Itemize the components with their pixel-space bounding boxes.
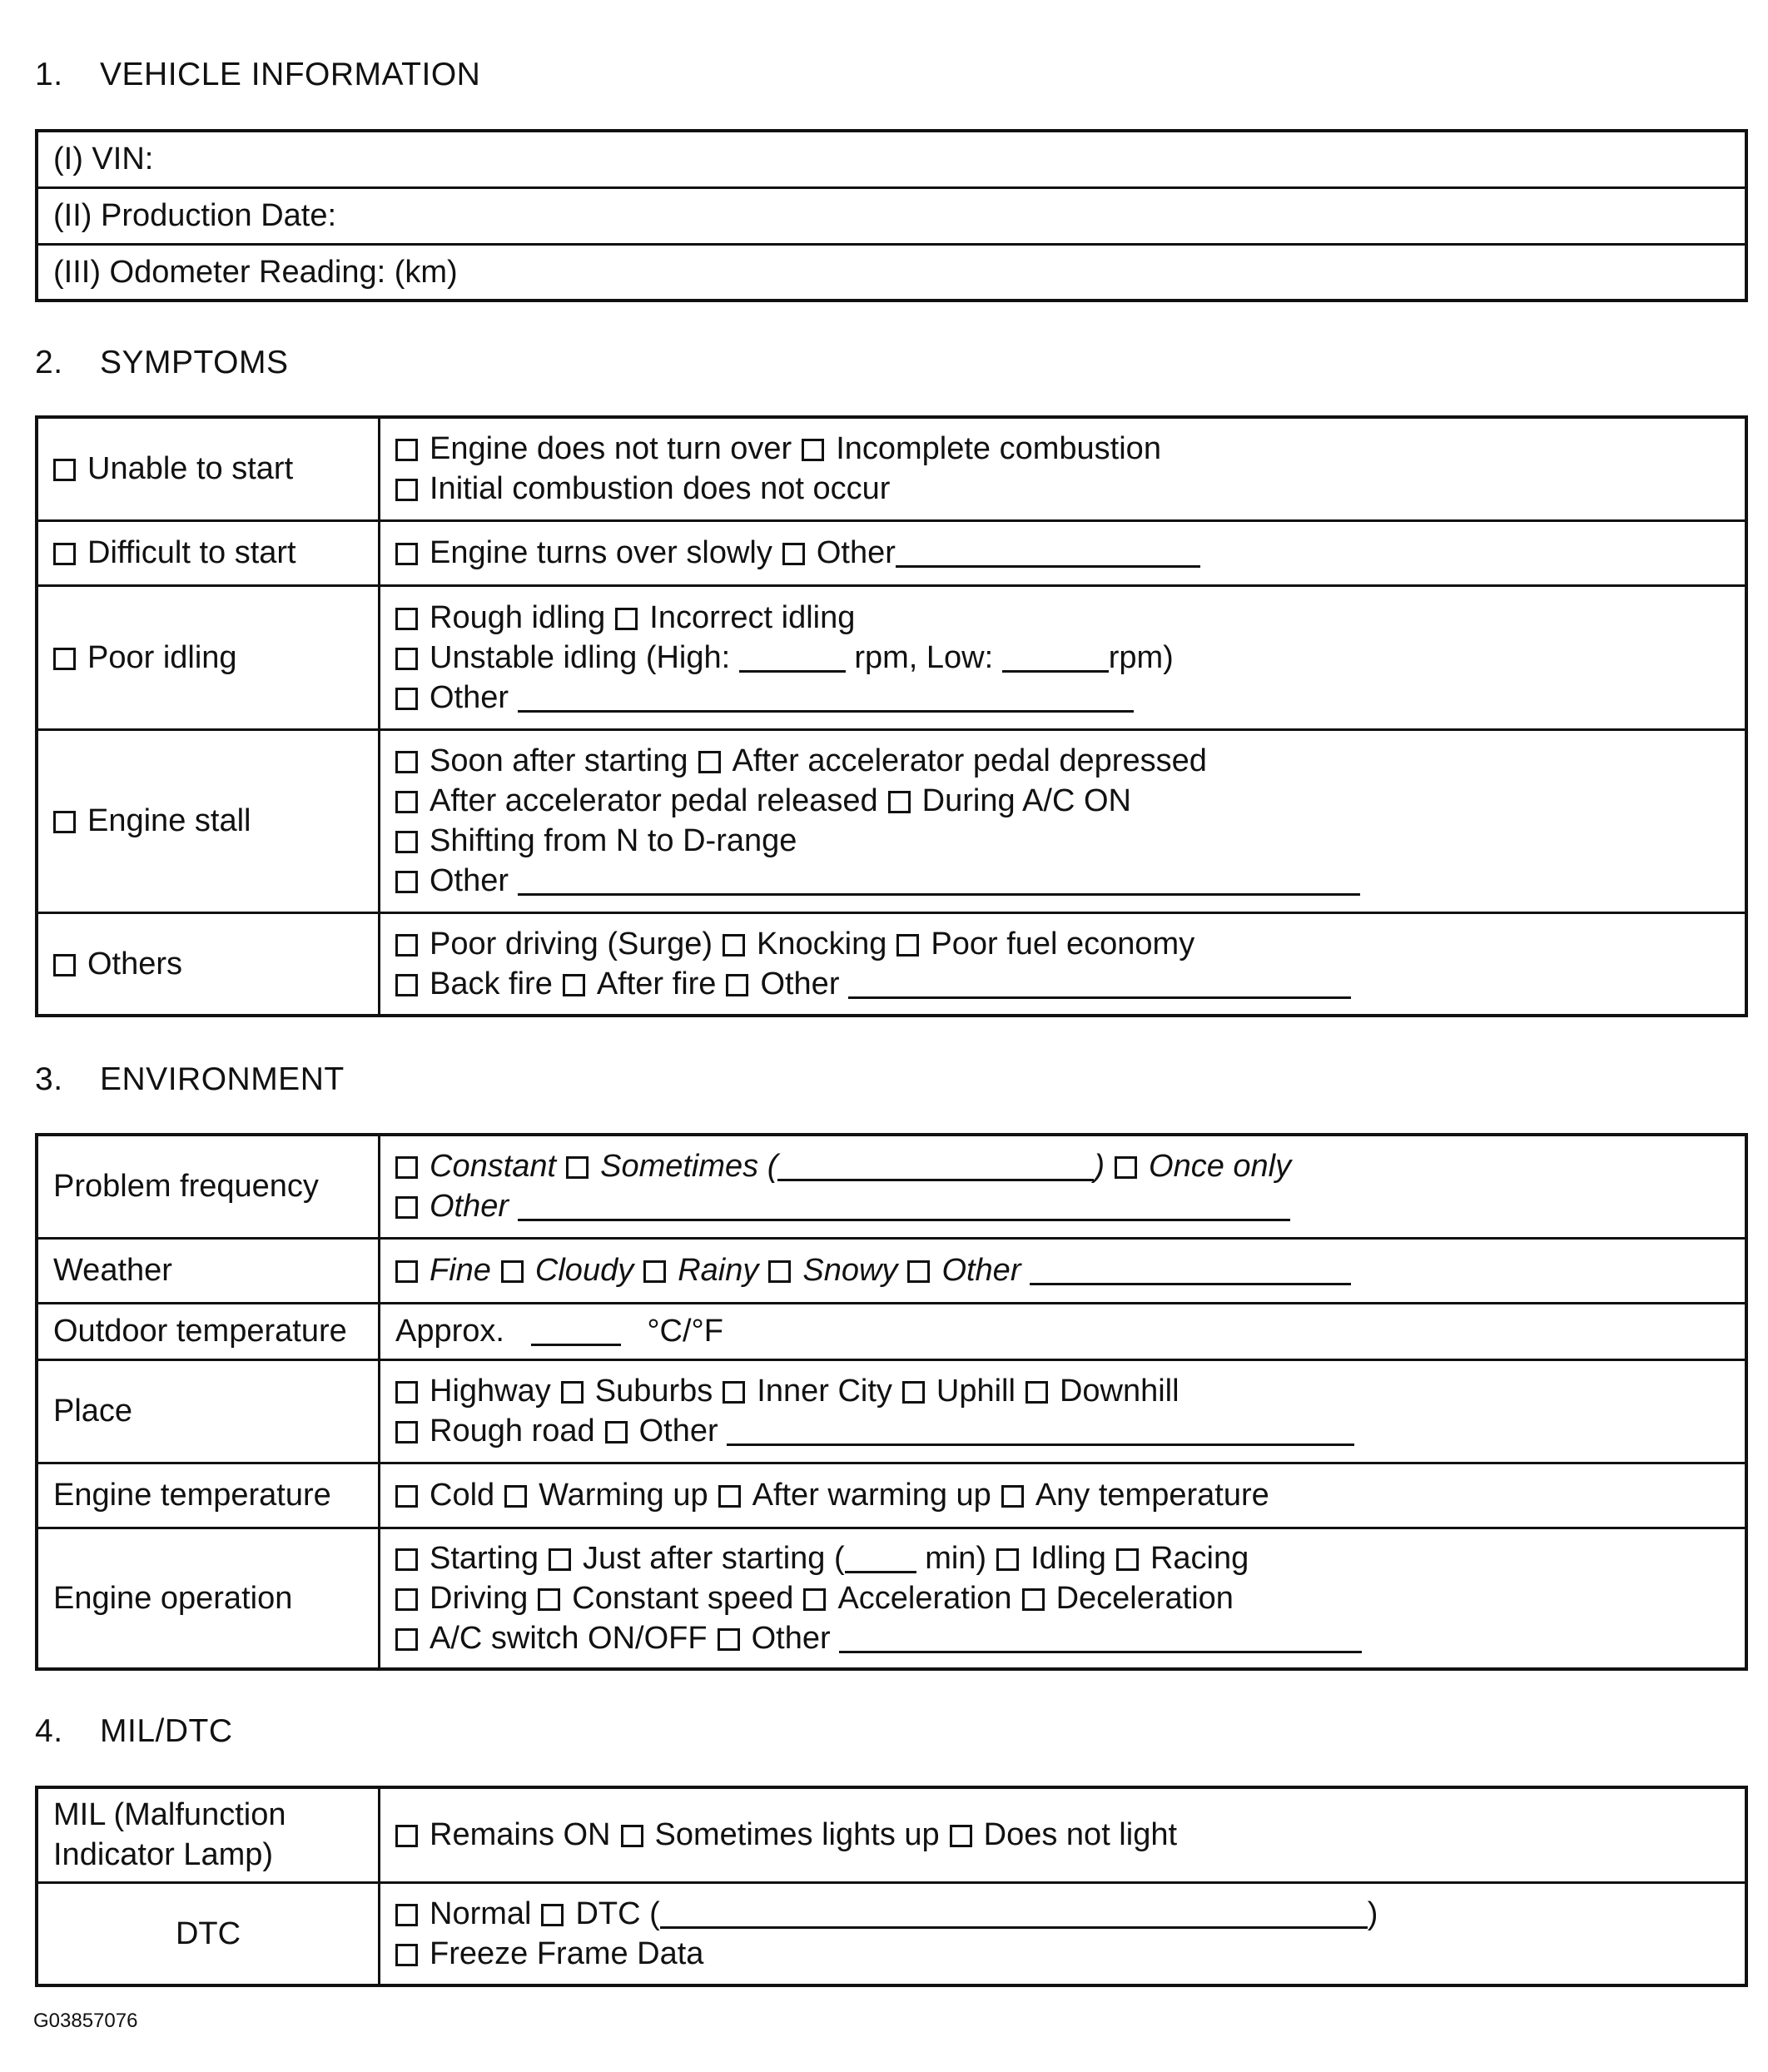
suburbs-label: Suburbs <box>594 1374 713 1409</box>
highway-checkbox[interactable] <box>395 1381 418 1404</box>
environment-table <box>35 1133 1748 1671</box>
incomplete-combustion-label: Incomplete combustion <box>836 431 1161 467</box>
environment-options-cell <box>380 1238 1747 1303</box>
outdoor-temperature-blank[interactable] <box>531 1317 621 1346</box>
symptom-label-cell <box>37 729 380 912</box>
symptom-options-cell <box>380 417 1747 520</box>
rough-idling-checkbox[interactable] <box>395 608 418 630</box>
section-number: 1. <box>35 57 63 92</box>
unstable-idling-label: Unstable idling (High: <box>430 639 731 675</box>
warming-up-checkbox[interactable] <box>504 1485 527 1508</box>
dtc-code-blank[interactable] <box>660 1900 1368 1929</box>
section-number: 3. <box>35 1061 63 1097</box>
idling-checkbox[interactable] <box>996 1548 1019 1571</box>
environment-options-cell <box>380 1463 1747 1528</box>
sometimes-close-paren: ) <box>1094 1149 1105 1185</box>
environment-row-engine-operation <box>37 1528 1746 1669</box>
cold-checkbox[interactable] <box>395 1485 418 1508</box>
symptom-label-cell <box>37 585 380 729</box>
weather-other-checkbox[interactable] <box>907 1260 930 1283</box>
any-temperature-label: Any temperature <box>1035 1478 1269 1513</box>
minutes-blank[interactable] <box>845 1544 916 1573</box>
deceleration-checkbox[interactable] <box>1022 1588 1045 1611</box>
back-fire-label: Back fire <box>430 966 553 1001</box>
normal-checkbox[interactable] <box>395 1904 418 1926</box>
after-fire-label: After fire <box>596 966 717 1001</box>
constant-label: Constant <box>430 1149 557 1185</box>
incorrect-idling-checkbox[interactable] <box>615 608 638 630</box>
section-number: 4. <box>35 1713 63 1749</box>
production-date-field[interactable]: (II) Production Date: <box>37 187 1746 244</box>
low-rpm-blank[interactable] <box>1002 643 1109 673</box>
frequency-other-label: Other <box>430 1189 509 1225</box>
section-title-vehicle-information <box>35 57 480 93</box>
others-other-blank[interactable] <box>848 970 1351 999</box>
sometimes-label: Sometimes ( <box>600 1149 778 1185</box>
poor-fuel-economy-checkbox[interactable] <box>896 934 919 956</box>
mil-label-cell <box>37 1787 380 1882</box>
turns-slowly-label: Engine turns over slowly <box>430 535 772 570</box>
others-other-label: Other <box>760 966 840 1001</box>
snowy-checkbox[interactable] <box>768 1260 791 1283</box>
once-only-label: Once only <box>1149 1149 1292 1185</box>
mil-label-line2: Indicator Lamp) <box>53 1837 274 1873</box>
downhill-checkbox[interactable] <box>1026 1381 1048 1404</box>
environment-options-cell <box>380 1528 1747 1669</box>
section-title-text: ENVIRONMENT <box>100 1061 345 1097</box>
difficult-other-label: Other <box>816 535 896 570</box>
dtc-checkbox[interactable] <box>541 1904 564 1926</box>
weather-other-label: Other <box>941 1253 1021 1288</box>
engine-not-turn-label: Engine does not turn over <box>430 431 792 467</box>
unstable-idling-checkbox[interactable] <box>395 648 418 670</box>
symptom-label-cell <box>37 417 380 520</box>
symptom-row-unable-to-start <box>37 417 1746 520</box>
snowy-label: Snowy <box>802 1253 898 1288</box>
just-after-starting-label: Just after starting ( <box>582 1540 845 1576</box>
frequency-other-blank[interactable] <box>518 1192 1290 1221</box>
during-ac-on-checkbox[interactable] <box>888 791 911 813</box>
knocking-checkbox[interactable] <box>723 934 745 956</box>
rpm-end-label: rpm) <box>1108 639 1174 675</box>
racing-label: Racing <box>1150 1540 1249 1576</box>
initial-combustion-label: Initial combustion does not occur <box>430 471 891 507</box>
unable-to-start-label: Unable to start <box>87 451 294 487</box>
sometimes-lights-up-label: Sometimes lights up <box>654 1817 940 1853</box>
operation-other-blank[interactable] <box>839 1624 1362 1653</box>
idling-label: Idling <box>1031 1540 1106 1576</box>
approx-label: Approx. <box>395 1314 504 1349</box>
cold-label: Cold <box>430 1478 495 1513</box>
dtc-close-paren: ) <box>1367 1896 1378 1931</box>
does-not-light-label: Does not light <box>983 1817 1178 1853</box>
racing-checkbox[interactable] <box>1116 1548 1139 1571</box>
others-other-checkbox[interactable] <box>726 974 748 996</box>
odometer-reading-field[interactable]: (III) Odometer Reading: (km) <box>37 244 1746 301</box>
acceleration-checkbox[interactable] <box>803 1588 826 1611</box>
symptom-options-cell <box>380 912 1747 1016</box>
driving-label: Driving <box>430 1580 529 1616</box>
shifting-n-to-d-checkbox[interactable] <box>395 831 418 853</box>
engine-stall-label: Engine stall <box>87 803 251 838</box>
driving-checkbox[interactable] <box>395 1588 418 1611</box>
difficult-other-checkbox[interactable] <box>782 543 805 565</box>
starting-checkbox[interactable] <box>395 1548 418 1571</box>
weather-other-blank[interactable] <box>1030 1256 1351 1285</box>
any-temperature-checkbox[interactable] <box>1001 1485 1024 1508</box>
others-checkbox[interactable] <box>53 954 76 976</box>
symptoms-table <box>35 415 1748 1017</box>
deceleration-label: Deceleration <box>1055 1580 1234 1616</box>
temperature-unit-label: °C/°F <box>647 1314 723 1349</box>
environment-row-weather <box>37 1238 1746 1303</box>
mil-row <box>37 1787 1746 1882</box>
sometimes-blank[interactable] <box>777 1152 1094 1181</box>
mil-label-line1: MIL (Malfunction <box>53 1797 286 1833</box>
uphill-label: Uphill <box>936 1374 1016 1409</box>
section-title-environment <box>35 1061 345 1098</box>
difficult-to-start-checkbox[interactable] <box>53 543 76 565</box>
warming-up-label: Warming up <box>539 1478 708 1513</box>
dtc-row <box>37 1882 1746 1985</box>
section-title-text: VEHICLE INFORMATION <box>100 57 481 92</box>
engine-operation-label: Engine operation <box>37 1528 380 1669</box>
operation-other-checkbox[interactable] <box>718 1628 740 1651</box>
engine-temperature-label: Engine temperature <box>37 1463 380 1528</box>
cloudy-label: Cloudy <box>534 1253 634 1288</box>
section-title-text: SYMPTOMS <box>100 345 289 380</box>
once-only-checkbox[interactable] <box>1115 1156 1137 1179</box>
poor-fuel-economy-label: Poor fuel economy <box>931 926 1195 961</box>
freeze-frame-checkbox[interactable] <box>395 1944 418 1966</box>
symptom-row-poor-idling <box>37 585 1746 729</box>
symptom-options-cell <box>380 585 1747 729</box>
engine-not-turn-checkbox[interactable] <box>395 439 418 461</box>
sometimes-checkbox[interactable] <box>566 1156 589 1179</box>
downhill-label: Downhill <box>1059 1374 1179 1409</box>
after-fire-checkbox[interactable] <box>563 974 585 996</box>
suburbs-checkbox[interactable] <box>561 1381 584 1404</box>
symptom-options-cell <box>380 729 1747 912</box>
engine-stall-other-blank[interactable] <box>518 867 1360 896</box>
vehicle-information-table <box>35 129 1748 302</box>
soon-after-starting-label: Soon after starting <box>430 743 688 778</box>
vin-field[interactable]: (I) VIN: <box>37 131 1746 187</box>
section-title-mil-dtc <box>35 1713 233 1750</box>
high-rpm-blank[interactable] <box>739 643 846 673</box>
symptom-label-cell <box>37 912 380 1016</box>
outdoor-temperature-label: Outdoor temperature <box>37 1303 380 1359</box>
back-fire-checkbox[interactable] <box>395 974 418 996</box>
turns-slowly-checkbox[interactable] <box>395 543 418 565</box>
engine-stall-checkbox[interactable] <box>53 811 76 833</box>
constant-speed-label: Constant speed <box>572 1580 794 1616</box>
poor-idling-checkbox[interactable] <box>53 648 76 670</box>
environment-row-engine-temperature <box>37 1463 1746 1528</box>
dtc-options-cell <box>380 1882 1747 1985</box>
poor-idling-label: Poor idling <box>87 639 237 675</box>
environment-row-outdoor-temperature <box>37 1303 1746 1359</box>
operation-other-label: Other <box>751 1620 831 1656</box>
starting-label: Starting <box>430 1540 539 1576</box>
dtc-label: DTC <box>37 1882 380 1985</box>
poor-driving-label: Poor driving (Surge) <box>430 926 713 961</box>
uphill-checkbox[interactable] <box>902 1381 925 1404</box>
sometimes-lights-up-checkbox[interactable] <box>621 1825 643 1847</box>
figure-code: G03857076 <box>33 2010 138 2032</box>
problem-frequency-label: Problem frequency <box>37 1135 380 1238</box>
symptom-options-cell <box>380 520 1747 585</box>
highway-label: Highway <box>430 1374 551 1409</box>
engine-stall-other-label: Other <box>430 863 509 898</box>
environment-options-cell <box>380 1303 1747 1359</box>
just-after-starting-checkbox[interactable] <box>549 1548 571 1571</box>
normal-label: Normal <box>430 1896 532 1931</box>
after-pedal-depressed-checkbox[interactable] <box>698 751 721 773</box>
unable-to-start-checkbox[interactable] <box>53 459 76 481</box>
poor-idling-other-blank[interactable] <box>518 683 1134 713</box>
poor-idling-other-label: Other <box>430 679 509 715</box>
ac-switch-label: A/C switch ON/OFF <box>430 1620 708 1656</box>
symptom-label-cell <box>37 520 380 585</box>
shifting-n-to-d-label: Shifting from N to D-range <box>430 823 797 858</box>
rough-idling-label: Rough idling <box>430 599 606 635</box>
initial-combustion-checkbox[interactable] <box>395 479 418 501</box>
does-not-light-checkbox[interactable] <box>950 1825 972 1847</box>
others-label: Others <box>87 946 183 981</box>
mil-dtc-table <box>35 1786 1748 1987</box>
poor-driving-checkbox[interactable] <box>395 934 418 956</box>
after-pedal-released-checkbox[interactable] <box>395 791 418 813</box>
place-other-blank[interactable] <box>727 1417 1354 1446</box>
section-number: 2. <box>35 345 63 380</box>
environment-row-frequency <box>37 1135 1746 1238</box>
fine-label: Fine <box>430 1253 491 1288</box>
incomplete-combustion-checkbox[interactable] <box>802 439 824 461</box>
place-other-label: Other <box>638 1414 718 1448</box>
mil-options-cell <box>380 1787 1747 1882</box>
inner-city-label: Inner City <box>757 1374 892 1409</box>
incorrect-idling-label: Incorrect idling <box>649 599 856 635</box>
knocking-label: Knocking <box>757 926 887 961</box>
environment-options-cell <box>380 1135 1747 1238</box>
place-label: Place <box>37 1359 380 1463</box>
difficult-to-start-label: Difficult to start <box>87 535 296 570</box>
after-pedal-released-label: After accelerator pedal released <box>430 783 878 818</box>
inner-city-checkbox[interactable] <box>723 1381 745 1404</box>
frequency-other-checkbox[interactable] <box>395 1196 418 1219</box>
cloudy-checkbox[interactable] <box>501 1260 524 1283</box>
after-warming-up-label: After warming up <box>752 1478 991 1513</box>
symptom-row-difficult-to-start <box>37 520 1746 585</box>
environment-options-cell <box>380 1359 1747 1463</box>
soon-after-starting-checkbox[interactable] <box>395 751 418 773</box>
environment-row-place <box>37 1359 1746 1463</box>
symptom-row-engine-stall <box>37 729 1746 912</box>
constant-speed-checkbox[interactable] <box>538 1588 560 1611</box>
acceleration-label: Acceleration <box>837 1580 1012 1616</box>
difficult-other-blank[interactable] <box>896 539 1200 568</box>
remains-on-checkbox[interactable] <box>395 1825 418 1847</box>
remains-on-label: Remains ON <box>430 1817 611 1853</box>
fine-checkbox[interactable] <box>395 1260 418 1283</box>
weather-label: Weather <box>37 1238 380 1303</box>
rpm-low-label: rpm, Low: <box>854 639 994 675</box>
after-pedal-depressed-label: After accelerator pedal depressed <box>732 743 1207 778</box>
after-warming-up-checkbox[interactable] <box>718 1485 741 1508</box>
place-other-checkbox[interactable] <box>605 1421 628 1443</box>
rainy-checkbox[interactable] <box>643 1260 666 1283</box>
rough-road-label: Rough road <box>430 1414 595 1448</box>
symptom-row-others <box>37 912 1746 1016</box>
rainy-label: Rainy <box>678 1253 759 1288</box>
section-title-symptoms <box>35 345 288 381</box>
minutes-label: min) <box>925 1540 987 1576</box>
freeze-frame-label: Freeze Frame Data <box>430 1935 704 1971</box>
during-ac-on-label: During A/C ON <box>921 783 1131 818</box>
dtc-open-label: DTC ( <box>575 1896 660 1931</box>
poor-idling-other-checkbox[interactable] <box>395 688 418 710</box>
engine-stall-other-checkbox[interactable] <box>395 871 418 893</box>
section-title-text: MIL/DTC <box>100 1713 233 1749</box>
constant-checkbox[interactable] <box>395 1156 418 1179</box>
rough-road-checkbox[interactable] <box>395 1421 418 1443</box>
ac-switch-checkbox[interactable] <box>395 1628 418 1651</box>
